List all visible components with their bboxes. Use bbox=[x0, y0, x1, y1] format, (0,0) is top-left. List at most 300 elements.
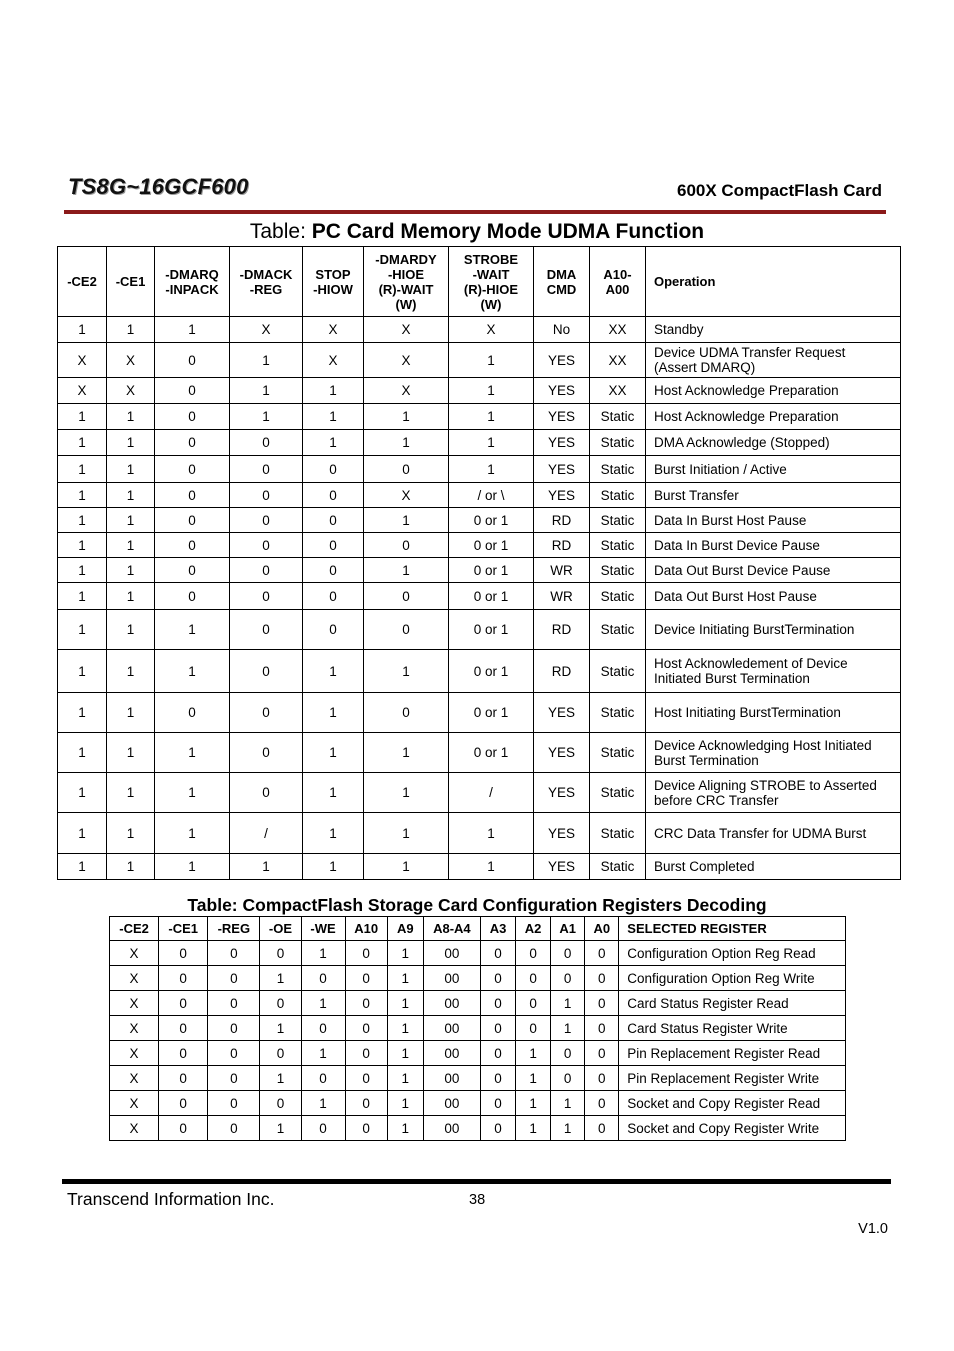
table-cell: 0 bbox=[159, 1091, 208, 1116]
table-cell: Static bbox=[590, 854, 646, 880]
table-cell: 1 bbox=[303, 693, 364, 733]
table-cell: 1 bbox=[387, 1041, 423, 1066]
table-cell: 1 bbox=[58, 430, 107, 456]
table-cell: 1 bbox=[260, 1116, 301, 1141]
table-cell: Static bbox=[590, 733, 646, 773]
table-cell: 0 bbox=[155, 483, 230, 508]
table-cell: 0 bbox=[155, 693, 230, 733]
document-subtitle: 600X CompactFlash Card bbox=[676, 181, 882, 200]
table-row bbox=[110, 991, 846, 1016]
operation-cell bbox=[646, 378, 901, 404]
table-row bbox=[58, 508, 901, 533]
table-cell: 0 bbox=[230, 693, 303, 733]
table-row bbox=[58, 343, 901, 378]
table-cell: 0 bbox=[303, 456, 364, 483]
table-cell: 0 bbox=[345, 966, 387, 991]
document-version: V1.0 bbox=[858, 1221, 888, 1237]
table-cell: 0 bbox=[480, 1016, 515, 1041]
table-cell: 1 bbox=[260, 966, 301, 991]
table-cell: 0 bbox=[155, 508, 230, 533]
operation-text: Data In Burst Host Pause bbox=[654, 512, 807, 528]
table-cell: 0 bbox=[230, 583, 303, 610]
table-cell: 1 bbox=[230, 378, 303, 404]
table1-header-cell bbox=[646, 247, 901, 317]
operation-cell bbox=[646, 533, 901, 558]
operation-text: Burst Termination bbox=[654, 752, 759, 768]
table-cell: 0 bbox=[516, 941, 551, 966]
table-row bbox=[110, 1041, 846, 1066]
table-cell: 0 or 1 bbox=[449, 558, 534, 583]
table-cell: 0 or 1 bbox=[449, 508, 534, 533]
table1-header-row bbox=[58, 247, 901, 317]
table2-header-cell: A10 bbox=[345, 917, 387, 941]
table-cell: 0 bbox=[260, 941, 301, 966]
table-cell: X bbox=[110, 1066, 159, 1091]
table-cell: 0 or 1 bbox=[449, 733, 534, 773]
table-cell: 0 bbox=[585, 1041, 619, 1066]
table-cell: YES bbox=[534, 733, 590, 773]
table-cell: 1 bbox=[449, 456, 534, 483]
table-cell: 1 bbox=[230, 404, 303, 430]
table-cell: RD bbox=[534, 610, 590, 650]
table-cell: 1 bbox=[230, 343, 303, 378]
table-cell: 1 bbox=[58, 773, 107, 813]
table-cell: 0 bbox=[155, 533, 230, 558]
table-cell: 0 bbox=[345, 1116, 387, 1141]
operation-cell bbox=[646, 610, 901, 650]
table-cell: Static bbox=[590, 583, 646, 610]
table-cell: 0 bbox=[155, 404, 230, 430]
table2-header-cell: A1 bbox=[551, 917, 585, 941]
table-cell: 00 bbox=[423, 966, 480, 991]
table1-header-cell bbox=[449, 247, 534, 317]
table-cell: 1 bbox=[58, 813, 107, 854]
table-cell: 1 bbox=[107, 733, 155, 773]
table-cell: 0 or 1 bbox=[449, 583, 534, 610]
table-cell: 1 bbox=[364, 773, 449, 813]
operation-cell bbox=[646, 773, 901, 813]
table-cell: 0 bbox=[301, 1016, 345, 1041]
table1-header-text: DMA bbox=[546, 266, 577, 282]
table-cell: 0 bbox=[551, 1066, 585, 1091]
table-cell: 0 bbox=[585, 991, 619, 1016]
table1-caption-prefix: Table: bbox=[249, 220, 312, 243]
table1-header-text: -WAIT bbox=[472, 266, 510, 282]
table-cell: 0 bbox=[585, 1016, 619, 1041]
table1-header-text: A10- bbox=[603, 266, 632, 282]
table-cell: X bbox=[230, 317, 303, 343]
table-cell: 0 bbox=[585, 1066, 619, 1091]
operation-text: Data In Burst Device Pause bbox=[654, 537, 820, 553]
table-cell: YES bbox=[534, 378, 590, 404]
table-cell: Static bbox=[590, 508, 646, 533]
register-name-cell: Pin Replacement Register Read bbox=[619, 1041, 846, 1066]
table1-header-text: STROBE bbox=[463, 251, 519, 267]
table-cell: 1 bbox=[58, 583, 107, 610]
table-cell: X bbox=[58, 343, 107, 378]
table1-header-text: -DMARQ bbox=[165, 266, 219, 282]
header-divider bbox=[64, 210, 886, 214]
table-cell: Static bbox=[590, 456, 646, 483]
table-cell: Static bbox=[590, 430, 646, 456]
table-cell: 0 bbox=[345, 1066, 387, 1091]
table-cell: 1 bbox=[107, 404, 155, 430]
table1-header-text: -CE2 bbox=[67, 274, 97, 289]
table-cell: 1 bbox=[303, 404, 364, 430]
table-cell: 0 bbox=[345, 941, 387, 966]
table1-header-cell bbox=[230, 247, 303, 317]
table-cell: 00 bbox=[423, 1016, 480, 1041]
table-cell: 1 bbox=[364, 733, 449, 773]
table-cell: 1 bbox=[449, 854, 534, 880]
operation-text: (Assert DMARQ) bbox=[654, 360, 756, 375]
table-row bbox=[110, 1016, 846, 1041]
table-cell: 1 bbox=[516, 1116, 551, 1141]
table-cell: 0 bbox=[303, 558, 364, 583]
table-cell: 00 bbox=[423, 1091, 480, 1116]
table1-caption-title: PC Card Memory Mode UDMA Function bbox=[311, 220, 705, 243]
table-cell: 00 bbox=[423, 1041, 480, 1066]
table-cell: 0 bbox=[364, 456, 449, 483]
table-cell: 0 bbox=[551, 966, 585, 991]
table-cell: Static bbox=[590, 650, 646, 693]
table-cell: 0 bbox=[155, 558, 230, 583]
table-cell: YES bbox=[534, 693, 590, 733]
table-cell: 1 bbox=[107, 693, 155, 733]
operation-text: Device Initiating BurstTermination bbox=[654, 622, 855, 637]
table-row bbox=[58, 456, 901, 483]
table-cell: RD bbox=[534, 650, 590, 693]
table-cell: YES bbox=[534, 404, 590, 430]
table1-caption bbox=[0, 220, 954, 244]
table-cell: 1 bbox=[303, 378, 364, 404]
table-cell: X bbox=[364, 343, 449, 378]
table-cell: YES bbox=[534, 813, 590, 854]
table2-header-cell: A0 bbox=[585, 917, 619, 941]
table-cell: 0 bbox=[260, 1091, 301, 1116]
table-cell: 0 bbox=[480, 1116, 515, 1141]
product-title: TS8G~16GCF600 bbox=[68, 174, 249, 199]
table-cell: 1 bbox=[364, 430, 449, 456]
table-row bbox=[110, 941, 846, 966]
table-cell: 0 bbox=[159, 1116, 208, 1141]
table2-header-cell: -CE1 bbox=[159, 917, 208, 941]
table2-header-cell: -CE2 bbox=[110, 917, 159, 941]
table1-header-cell bbox=[58, 247, 107, 317]
table-cell: X bbox=[303, 343, 364, 378]
table2-header-row bbox=[110, 917, 846, 941]
table-cell: 0 bbox=[208, 991, 260, 1016]
table-cell: 1 bbox=[155, 610, 230, 650]
table-cell: 0 bbox=[345, 1016, 387, 1041]
table-cell: 1 bbox=[155, 854, 230, 880]
operation-text: Device UDMA Transfer Request bbox=[654, 345, 846, 360]
table-cell: 1 bbox=[58, 558, 107, 583]
table1-header-cell bbox=[590, 247, 646, 317]
table-cell: 0 or 1 bbox=[449, 610, 534, 650]
table-cell: 1 bbox=[58, 693, 107, 733]
table-cell: 0 bbox=[159, 966, 208, 991]
table1-header-text: -CE1 bbox=[115, 274, 146, 289]
operation-cell bbox=[646, 583, 901, 610]
operation-text: Host Acknowledge Preparation bbox=[654, 383, 839, 398]
table-cell: 1 bbox=[58, 456, 107, 483]
table-cell: 0 bbox=[230, 610, 303, 650]
table-cell: 0 bbox=[480, 991, 515, 1016]
table-cell: 1 bbox=[364, 558, 449, 583]
table-cell: 0 bbox=[159, 1066, 208, 1091]
table-cell: 0 bbox=[480, 966, 515, 991]
operation-text: Standby bbox=[654, 322, 704, 337]
table-cell: 0 bbox=[230, 508, 303, 533]
table1-header-text: (W) bbox=[480, 296, 502, 312]
table-cell: 0 bbox=[364, 610, 449, 650]
table-cell: 1 bbox=[387, 966, 423, 991]
table1-header-text: -HIOW bbox=[313, 281, 353, 297]
table-cell: 0 bbox=[230, 773, 303, 813]
table2-header-cell: -OE bbox=[260, 917, 301, 941]
table-cell: X bbox=[303, 317, 364, 343]
table-cell: Static bbox=[590, 483, 646, 508]
table-cell: 0 bbox=[159, 941, 208, 966]
table-cell: 1 bbox=[387, 1116, 423, 1141]
table-row bbox=[110, 966, 846, 991]
table-cell: XX bbox=[590, 343, 646, 378]
table-row bbox=[58, 773, 901, 813]
table-cell: 0 or 1 bbox=[449, 533, 534, 558]
table1-header-text: (W) bbox=[395, 296, 417, 312]
table2-caption: Table: CompactFlash Storage Card Configuration Registers Decoding bbox=[187, 895, 767, 915]
table-cell: 1 bbox=[155, 813, 230, 854]
table-row bbox=[110, 1116, 846, 1141]
table-cell: 1 bbox=[58, 404, 107, 430]
operation-cell bbox=[646, 813, 901, 854]
table-cell: 0 bbox=[260, 991, 301, 1016]
table-cell: 1 bbox=[58, 317, 107, 343]
table2-header-cell: -WE bbox=[301, 917, 345, 941]
table-cell: 1 bbox=[303, 650, 364, 693]
table-cell: / bbox=[230, 813, 303, 854]
table-cell: 0 bbox=[230, 733, 303, 773]
operation-cell bbox=[646, 317, 901, 343]
table-cell: 0 bbox=[230, 533, 303, 558]
table-cell: 0 bbox=[585, 1091, 619, 1116]
table-cell: 1 bbox=[301, 941, 345, 966]
table-row bbox=[58, 583, 901, 610]
table-cell: 1 bbox=[303, 813, 364, 854]
table1-header-cell bbox=[364, 247, 449, 317]
table-cell: 1 bbox=[551, 1116, 585, 1141]
table-cell: X bbox=[107, 378, 155, 404]
table-cell: 1 bbox=[387, 991, 423, 1016]
table-cell: 1 bbox=[107, 558, 155, 583]
table2-header-cell: -REG bbox=[208, 917, 260, 941]
table-cell: 1 bbox=[387, 1066, 423, 1091]
table-cell: 1 bbox=[551, 1091, 585, 1116]
table1-header-text: -DMACK bbox=[239, 266, 293, 282]
operation-cell bbox=[646, 483, 901, 508]
table1-header-cell bbox=[107, 247, 155, 317]
operation-text: Host Initiating BurstTermination bbox=[654, 705, 841, 720]
operation-text: Data Out Burst Device Pause bbox=[654, 562, 831, 578]
table-row bbox=[58, 378, 901, 404]
table-cell: / bbox=[449, 773, 534, 813]
table-cell: 1 bbox=[387, 941, 423, 966]
table-cell: 1 bbox=[107, 610, 155, 650]
register-name-cell: Socket and Copy Register Write bbox=[619, 1116, 846, 1141]
operation-text: Host Acknowledge Preparation bbox=[654, 409, 839, 424]
table-cell: 1 bbox=[387, 1091, 423, 1116]
table-row bbox=[58, 813, 901, 854]
table-cell: 1 bbox=[303, 854, 364, 880]
operation-text: Device Aligning STROBE to Asserted bbox=[654, 777, 877, 793]
table1-header-text: CMD bbox=[546, 281, 577, 297]
table-row bbox=[58, 533, 901, 558]
table-cell: 0 bbox=[155, 343, 230, 378]
table-cell: 0 bbox=[364, 583, 449, 610]
table-cell: Static bbox=[590, 813, 646, 854]
operation-cell bbox=[646, 693, 901, 733]
operation-cell bbox=[646, 404, 901, 430]
table-cell: 1 bbox=[107, 650, 155, 693]
table1-header-text: -INPACK bbox=[165, 281, 219, 297]
table-cell: XX bbox=[590, 317, 646, 343]
operation-cell bbox=[646, 854, 901, 880]
table-cell: 0 bbox=[480, 941, 515, 966]
table-cell: 1 bbox=[58, 733, 107, 773]
table-cell: 1 bbox=[58, 533, 107, 558]
table-row bbox=[58, 558, 901, 583]
table-cell: YES bbox=[534, 343, 590, 378]
table-cell: 0 or 1 bbox=[449, 693, 534, 733]
table-cell: YES bbox=[534, 456, 590, 483]
table-cell: 1 bbox=[516, 1066, 551, 1091]
table-cell: X bbox=[449, 317, 534, 343]
table-cell: 1 bbox=[230, 854, 303, 880]
table-cell: 1 bbox=[516, 1041, 551, 1066]
table-cell: / or \ bbox=[449, 483, 534, 508]
table-cell: X bbox=[58, 378, 107, 404]
table-cell: X bbox=[107, 343, 155, 378]
table1-header-cell bbox=[155, 247, 230, 317]
table-cell: 0 bbox=[585, 1116, 619, 1141]
table-cell: 1 bbox=[107, 483, 155, 508]
table-cell: No bbox=[534, 317, 590, 343]
table-cell: X bbox=[364, 317, 449, 343]
table-cell: 1 bbox=[260, 1066, 301, 1091]
operation-text: Initiated Burst Termination bbox=[654, 671, 810, 686]
table1-header-text: STOP bbox=[315, 266, 351, 282]
table2-header-cell: A2 bbox=[516, 917, 551, 941]
operation-text: Host Acknowledement of Device bbox=[654, 656, 848, 671]
table-cell: 0 bbox=[303, 583, 364, 610]
table-cell: 0 bbox=[585, 941, 619, 966]
table-cell: 0 bbox=[345, 991, 387, 1016]
table-row bbox=[58, 317, 901, 343]
table-cell: X bbox=[110, 1041, 159, 1066]
table-cell: YES bbox=[534, 854, 590, 880]
table-cell: 1 bbox=[516, 1091, 551, 1116]
table-cell: 1 bbox=[58, 508, 107, 533]
table-cell: 0 bbox=[208, 966, 260, 991]
table-cell: 1 bbox=[155, 317, 230, 343]
operation-text: Burst Initiation / Active bbox=[654, 461, 787, 477]
table-cell: 0 bbox=[155, 378, 230, 404]
table-row bbox=[58, 693, 901, 733]
table-cell: 1 bbox=[364, 650, 449, 693]
table-cell: 1 bbox=[107, 533, 155, 558]
operation-text: Data Out Burst Host Pause bbox=[654, 588, 817, 604]
table1-header-text: -DMARDY bbox=[375, 251, 437, 267]
operation-cell bbox=[646, 650, 901, 693]
table-cell: X bbox=[110, 941, 159, 966]
table-cell: 1 bbox=[364, 508, 449, 533]
table-cell: 1 bbox=[449, 813, 534, 854]
table-cell: 1 bbox=[155, 733, 230, 773]
table-cell: 0 bbox=[230, 558, 303, 583]
table-cell: 0 bbox=[208, 1116, 260, 1141]
table-cell: YES bbox=[534, 483, 590, 508]
table-cell: 1 bbox=[449, 404, 534, 430]
table-cell: 00 bbox=[423, 941, 480, 966]
table-cell: 1 bbox=[551, 991, 585, 1016]
table-cell: 1 bbox=[364, 813, 449, 854]
operation-text: before CRC Transfer bbox=[654, 792, 779, 808]
operation-cell bbox=[646, 733, 901, 773]
table-cell: 00 bbox=[423, 1066, 480, 1091]
table-row bbox=[58, 610, 901, 650]
table-cell: 1 bbox=[449, 343, 534, 378]
table-cell: YES bbox=[534, 773, 590, 813]
operation-text: Burst Completed bbox=[654, 859, 755, 874]
table-row bbox=[58, 430, 901, 456]
register-name-cell: Socket and Copy Register Read bbox=[619, 1091, 846, 1116]
table-cell: 0 bbox=[585, 966, 619, 991]
table-cell: 1 bbox=[107, 456, 155, 483]
table-cell: 0 bbox=[155, 583, 230, 610]
register-name-cell: Pin Replacement Register Write bbox=[619, 1066, 846, 1091]
table1-header-text: -HIOE bbox=[387, 266, 425, 282]
table-cell: 1 bbox=[303, 733, 364, 773]
table-cell: 0 bbox=[208, 1066, 260, 1091]
table-cell: 1 bbox=[107, 854, 155, 880]
table-cell: 0 bbox=[230, 483, 303, 508]
operation-cell bbox=[646, 558, 901, 583]
table-cell: 1 bbox=[303, 773, 364, 813]
table-cell: 0 bbox=[480, 1041, 515, 1066]
table-cell: 0 bbox=[551, 1041, 585, 1066]
table-cell: 1 bbox=[107, 583, 155, 610]
table-cell: Static bbox=[590, 533, 646, 558]
footer-divider bbox=[62, 1179, 891, 1184]
table-cell: 0 bbox=[159, 1041, 208, 1066]
table1-header-cell bbox=[534, 247, 590, 317]
table-cell: RD bbox=[534, 508, 590, 533]
table-cell: Static bbox=[590, 558, 646, 583]
table-row bbox=[110, 1066, 846, 1091]
operation-text: CRC Data Transfer for UDMA Burst bbox=[654, 825, 867, 841]
table-row bbox=[110, 1091, 846, 1116]
table-cell: Static bbox=[590, 404, 646, 430]
table1-header-cell bbox=[303, 247, 364, 317]
table-cell: 0 bbox=[159, 991, 208, 1016]
table-cell: Static bbox=[590, 610, 646, 650]
table-cell: 0 bbox=[345, 1041, 387, 1066]
table-cell: 0 bbox=[230, 456, 303, 483]
table-cell: 0 bbox=[155, 456, 230, 483]
table-cell: 0 bbox=[301, 1116, 345, 1141]
table-row bbox=[58, 733, 901, 773]
